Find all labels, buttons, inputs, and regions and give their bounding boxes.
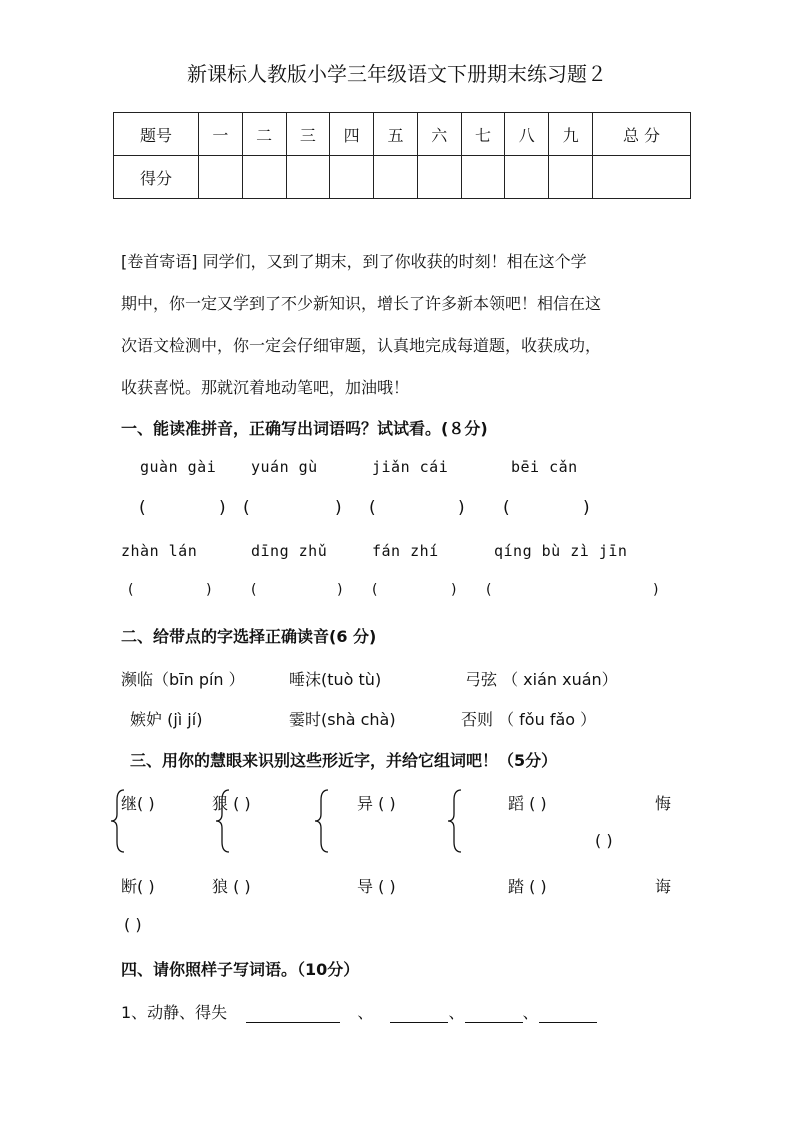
answer-paren: ( <box>243 498 250 518</box>
score-header-cell: 六 <box>417 113 461 156</box>
char-compare: 悔 <box>655 794 672 813</box>
score-row-label: 得分 <box>114 156 199 199</box>
answer-paren: ( <box>486 582 492 598</box>
pinyin: guàn gài <box>140 458 217 476</box>
char-compare: 踏 ( ) <box>508 877 547 896</box>
answer-paren: ) <box>458 498 465 518</box>
answer-paren: ) <box>451 582 457 598</box>
separator: 、 <box>357 1003 374 1022</box>
reading-choice: 否则 （ fǒu fǎo ） <box>461 710 597 729</box>
answer-blank[interactable] <box>465 1004 523 1023</box>
answer-paren: ( <box>251 582 257 598</box>
brace-icon <box>445 788 465 854</box>
score-header-cell: 总 分 <box>592 113 690 156</box>
separator: 、 <box>448 1003 465 1022</box>
reading-choice: 嫉妒 (jì jí) <box>130 710 203 729</box>
answer-paren: ) <box>583 498 590 518</box>
char-compare: 诲 <box>655 877 672 896</box>
score-header-cell: 七 <box>461 113 505 156</box>
score-header-cell: 三 <box>286 113 330 156</box>
example-label: 1、动静、得失 <box>121 1003 228 1022</box>
score-cell[interactable] <box>417 156 461 199</box>
answer-paren: ( <box>139 498 146 518</box>
pinyin: dīng zhǔ <box>251 542 328 560</box>
reading-choice: 霎时(shà chà) <box>289 710 396 729</box>
separator: 、 <box>522 1003 539 1022</box>
intro-line: 期中，你一定又学到了不少新知识，增长了许多新本领吧！相信在这 <box>121 294 602 313</box>
score-header-cell: 一 <box>198 113 242 156</box>
section-heading: 三、用你的慧眼来识别这些形近字，并给它组词吧！（5分） <box>130 751 558 770</box>
reading-choice: 弓弦 （ xián xuán） <box>465 670 618 689</box>
score-header-cell: 四 <box>330 113 374 156</box>
char-compare: ( ) <box>595 831 613 850</box>
pinyin: bēi cǎn <box>511 458 578 476</box>
pinyin: zhàn lán <box>121 542 198 560</box>
char-compare: 蹈 ( ) <box>508 794 547 813</box>
section-heading: 一、能读准拼音，正确写出词语吗？试试看。(８分) <box>121 419 488 438</box>
score-cell[interactable] <box>242 156 286 199</box>
intro-line: 收获喜悦。那就沉着地动笔吧，加油哦！ <box>121 378 410 397</box>
answer-blank[interactable] <box>539 1004 597 1023</box>
intro-line: 次语文检测中，你一定会仔细审题，认真地完成每道题，收获成功， <box>121 336 602 355</box>
answer-paren: ( <box>372 582 378 598</box>
char-compare: 导 ( ) <box>357 877 396 896</box>
score-table-header-row <box>114 113 691 156</box>
reading-choice: 唾沫(tuò tù) <box>289 670 382 689</box>
answer-paren: ) <box>653 582 659 598</box>
answer-paren: ( <box>369 498 376 518</box>
char-compare: 狼 ( ) <box>212 877 251 896</box>
pinyin: fán zhí <box>372 542 439 560</box>
answer-paren: ) <box>219 498 226 518</box>
score-cell[interactable] <box>374 156 418 199</box>
char-compare: 狠 ( ) <box>212 794 251 813</box>
answer-paren: ) <box>206 582 212 598</box>
answer-blank[interactable] <box>390 1004 448 1023</box>
score-cell[interactable] <box>198 156 242 199</box>
pinyin: jiǎn cái <box>372 458 449 476</box>
answer-blank[interactable] <box>246 1004 340 1023</box>
answer-paren: ( <box>128 582 134 598</box>
score-header-cell: 题号 <box>114 113 199 156</box>
pinyin: qíng bù zì jīn <box>494 542 628 560</box>
brace-icon <box>312 788 332 854</box>
score-table-score-row <box>114 156 691 199</box>
score-cell[interactable] <box>592 156 690 199</box>
score-cell[interactable] <box>461 156 505 199</box>
score-cell[interactable] <box>505 156 549 199</box>
pinyin: yuán gù <box>251 458 318 476</box>
answer-paren: ) <box>337 582 343 598</box>
char-compare: 继( ) <box>121 794 155 813</box>
score-cell[interactable] <box>549 156 593 199</box>
intro-line: [卷首寄语] 同学们，又到了期末，到了你收获的时刻！相在这个学 <box>121 252 587 271</box>
score-header-cell: 九 <box>549 113 593 156</box>
section-heading: 二、给带点的字选择正确读音(6 分) <box>121 627 377 646</box>
score-table <box>113 112 691 199</box>
section-heading: 四、请你照样子写词语。（10分） <box>121 960 360 979</box>
score-cell[interactable] <box>330 156 374 199</box>
score-header-cell: 二 <box>242 113 286 156</box>
score-header-cell: 八 <box>505 113 549 156</box>
answer-paren: ( <box>503 498 510 518</box>
char-compare: ( ) <box>124 915 142 934</box>
char-compare: 断( ) <box>121 877 155 896</box>
score-header-cell: 五 <box>374 113 418 156</box>
page-title: 新课标人教版小学三年级语文下册期末练习题２ <box>187 62 607 86</box>
reading-choice: 濒临（bīn pín ） <box>121 670 245 689</box>
example-words <box>121 1000 597 1023</box>
score-cell[interactable] <box>286 156 330 199</box>
char-compare: 异 ( ) <box>357 794 396 813</box>
answer-paren: ) <box>335 498 342 518</box>
